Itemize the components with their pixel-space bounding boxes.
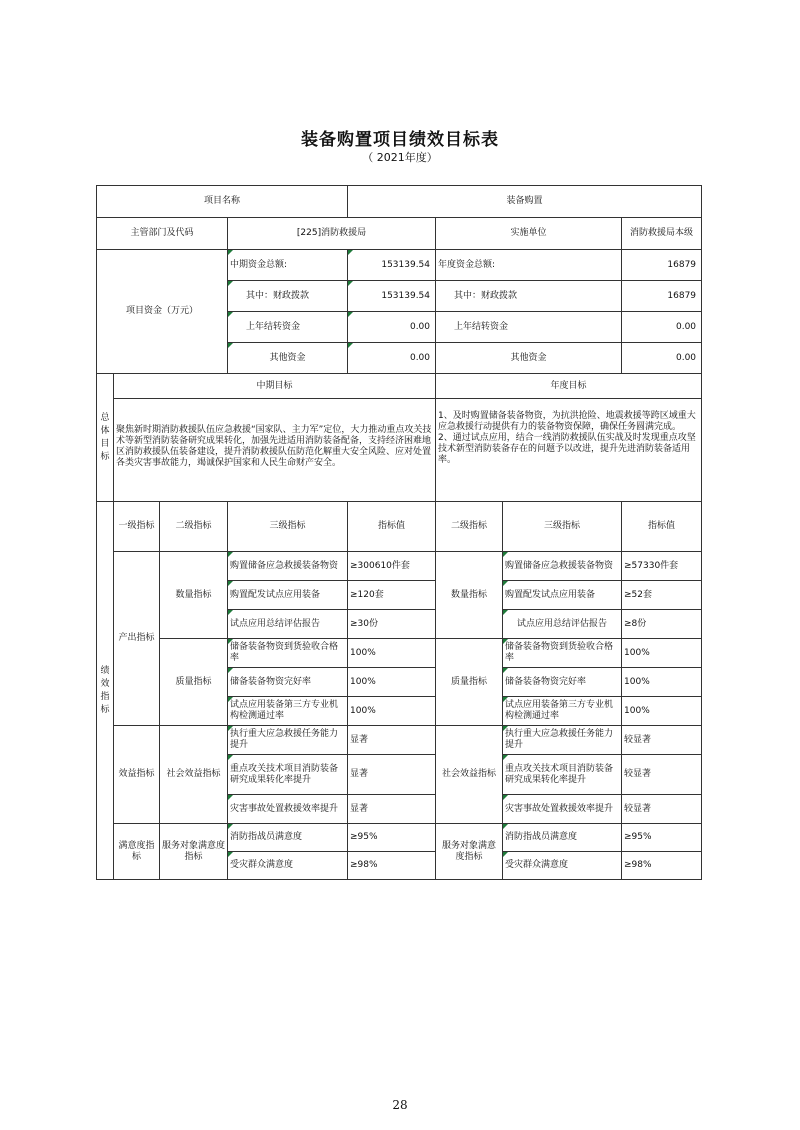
mid-goal-header: 中期目标 <box>114 374 436 399</box>
funds-year-label: 其他资金 <box>436 343 622 374</box>
value-cell-year: ≥52套 <box>622 581 702 610</box>
level3-cell-year: 购置配发试点应用装备 <box>503 581 622 610</box>
level3-cell: 购置储备应急救援装备物资 <box>228 552 348 581</box>
perf-indicator-label: 绩 效 指 标 <box>97 502 114 880</box>
level1-benefit: 效益指标 <box>114 726 160 824</box>
level3-cell-year: 试点应用装备第三方专业机构检测通过率 <box>503 697 622 726</box>
level1-satisfaction: 满意度指标 <box>114 824 160 880</box>
header-level1: 一级指标 <box>114 502 160 552</box>
value-cell: ≥300610件套 <box>348 552 436 581</box>
level3-cell: 重点攻关技术项目消防装备研究成果转化率提升 <box>228 755 348 795</box>
funds-mid-value: 0.00 <box>348 343 436 374</box>
level3-cell-year: 受灾群众满意度 <box>503 852 622 880</box>
level2-quality-year: 质量指标 <box>436 639 503 726</box>
impl-unit-value: 消防救援局本级 <box>622 218 702 250</box>
level2-service-satisfaction-year: 服务对象满意度指标 <box>436 824 503 880</box>
project-name-value: 装备购置 <box>348 186 702 218</box>
level3-cell-year: 执行重大应急救援任务能力提升 <box>503 726 622 755</box>
level3-cell: 试点应用总结评估报告 <box>228 610 348 639</box>
header-value-year: 指标值 <box>622 502 702 552</box>
level2-social-benefit: 社会效益指标 <box>160 726 228 824</box>
dept-value: [225]消防救援局 <box>228 218 436 250</box>
overall-goal-label: 总 体 目 标 <box>97 374 114 502</box>
performance-target-table <box>96 185 702 880</box>
level3-cell-year: 重点攻关技术项目消防装备研究成果转化率提升 <box>503 755 622 795</box>
funds-label: 项目资金（万元） <box>97 250 228 374</box>
value-cell: ≥98% <box>348 852 436 880</box>
level2-service-satisfaction: 服务对象满意度指标 <box>160 824 228 880</box>
level3-cell: 试点应用装备第三方专业机构检测通过率 <box>228 697 348 726</box>
value-cell-year: ≥95% <box>622 824 702 852</box>
header-level3: 三级指标 <box>228 502 348 552</box>
level3-cell-year: 灾害事故处置救援效率提升 <box>503 795 622 824</box>
level3-cell-year: 消防指战员满意度 <box>503 824 622 852</box>
value-cell-year: ≥57330件套 <box>622 552 702 581</box>
funds-year-label: 上年结转资金 <box>436 312 622 343</box>
value-cell: ≥120套 <box>348 581 436 610</box>
value-cell-year: 较显著 <box>622 795 702 824</box>
value-cell: 100% <box>348 639 436 668</box>
value-cell-year: ≥8份 <box>622 610 702 639</box>
header-value: 指标值 <box>348 502 436 552</box>
value-cell: 显著 <box>348 755 436 795</box>
value-cell: 100% <box>348 697 436 726</box>
level1-output: 产出指标 <box>114 552 160 726</box>
level3-cell-year: 购置储备应急救援装备物资 <box>503 552 622 581</box>
funds-year-value: 16879 <box>622 250 702 281</box>
funds-year-value: 0.00 <box>622 343 702 374</box>
header-level2-year: 二级指标 <box>436 502 503 552</box>
level3-cell: 消防指战员满意度 <box>228 824 348 852</box>
funds-mid-label: 其中：财政拨款 <box>228 281 348 312</box>
value-cell: 显著 <box>348 795 436 824</box>
value-cell-year: 较显著 <box>622 755 702 795</box>
year-goal-header: 年度目标 <box>436 374 702 399</box>
level2-quality: 质量指标 <box>160 639 228 726</box>
value-cell-year: 较显著 <box>622 726 702 755</box>
value-cell: 显著 <box>348 726 436 755</box>
funds-year-label: 年度资金总额: <box>436 250 622 281</box>
funds-mid-value: 153139.54 <box>348 250 436 281</box>
level3-cell-year: 储备装备物资完好率 <box>503 668 622 697</box>
impl-unit-label: 实施单位 <box>436 218 622 250</box>
header-level2: 二级指标 <box>160 502 228 552</box>
value-cell: ≥30份 <box>348 610 436 639</box>
page-subtitle-year: （ 2021年度） <box>362 151 438 164</box>
level3-cell: 购置配发试点应用装备 <box>228 581 348 610</box>
level3-cell: 储备装备物资到货验收合格率 <box>228 639 348 668</box>
level3-cell-year: 试点应用总结评估报告 <box>503 610 622 639</box>
value-cell-year: 100% <box>622 668 702 697</box>
level3-cell: 受灾群众满意度 <box>228 852 348 880</box>
project-name-label: 项目名称 <box>97 186 348 218</box>
value-cell: ≥95% <box>348 824 436 852</box>
value-cell-year: 100% <box>622 697 702 726</box>
funds-year-value: 16879 <box>622 281 702 312</box>
page-title: 装备购置项目绩效目标表 <box>301 130 499 150</box>
page-number: 28 <box>392 1098 408 1112</box>
level2-social-benefit-year: 社会效益指标 <box>436 726 503 824</box>
level3-cell-year: 储备装备物资到货验收合格率 <box>503 639 622 668</box>
funds-mid-label: 上年结转资金 <box>228 312 348 343</box>
funds-mid-value: 0.00 <box>348 312 436 343</box>
level2-quantity: 数量指标 <box>160 552 228 639</box>
funds-mid-value: 153139.54 <box>348 281 436 312</box>
funds-year-label: 其中：财政拨款 <box>436 281 622 312</box>
level3-cell: 灾害事故处置救援效率提升 <box>228 795 348 824</box>
funds-mid-label: 其他资金 <box>228 343 348 374</box>
funds-year-value: 0.00 <box>622 312 702 343</box>
value-cell-year: ≥98% <box>622 852 702 880</box>
value-cell-year: 100% <box>622 639 702 668</box>
dept-label: 主管部门及代码 <box>97 218 228 250</box>
year-goal-text: 1、及时购置储备装备物资，为抗洪抢险、地震救援等跨区域重大应急救援行动提供有力的装备物资保障，确保任务圆满完成。 2、通过试点应用，结合一线消防救援队伍实战及时发现重点攻坚技术新型消防装备存在的问题予以改进，提升先进消防装备适用率。 <box>436 399 702 502</box>
level2-quantity-year: 数量指标 <box>436 552 503 639</box>
level3-cell: 储备装备物资完好率 <box>228 668 348 697</box>
mid-goal-text: 聚焦新时期消防救援队伍应急救援“国家队、主力军”定位，大力推动重点攻关技术等新型消防装备研究成果转化，加强先进适用消防装备配备，支持经济困难地区消防救援队伍装备建设，提升消防救援队伍防范化解重大安全风险、应对处置各类灾害事故能力，竭诚保护国家和人民生命财产安全。 <box>114 399 436 502</box>
value-cell: 100% <box>348 668 436 697</box>
funds-mid-label: 中期资金总额: <box>228 250 348 281</box>
level3-cell: 执行重大应急救援任务能力提升 <box>228 726 348 755</box>
header-level3-year: 三级指标 <box>503 502 622 552</box>
